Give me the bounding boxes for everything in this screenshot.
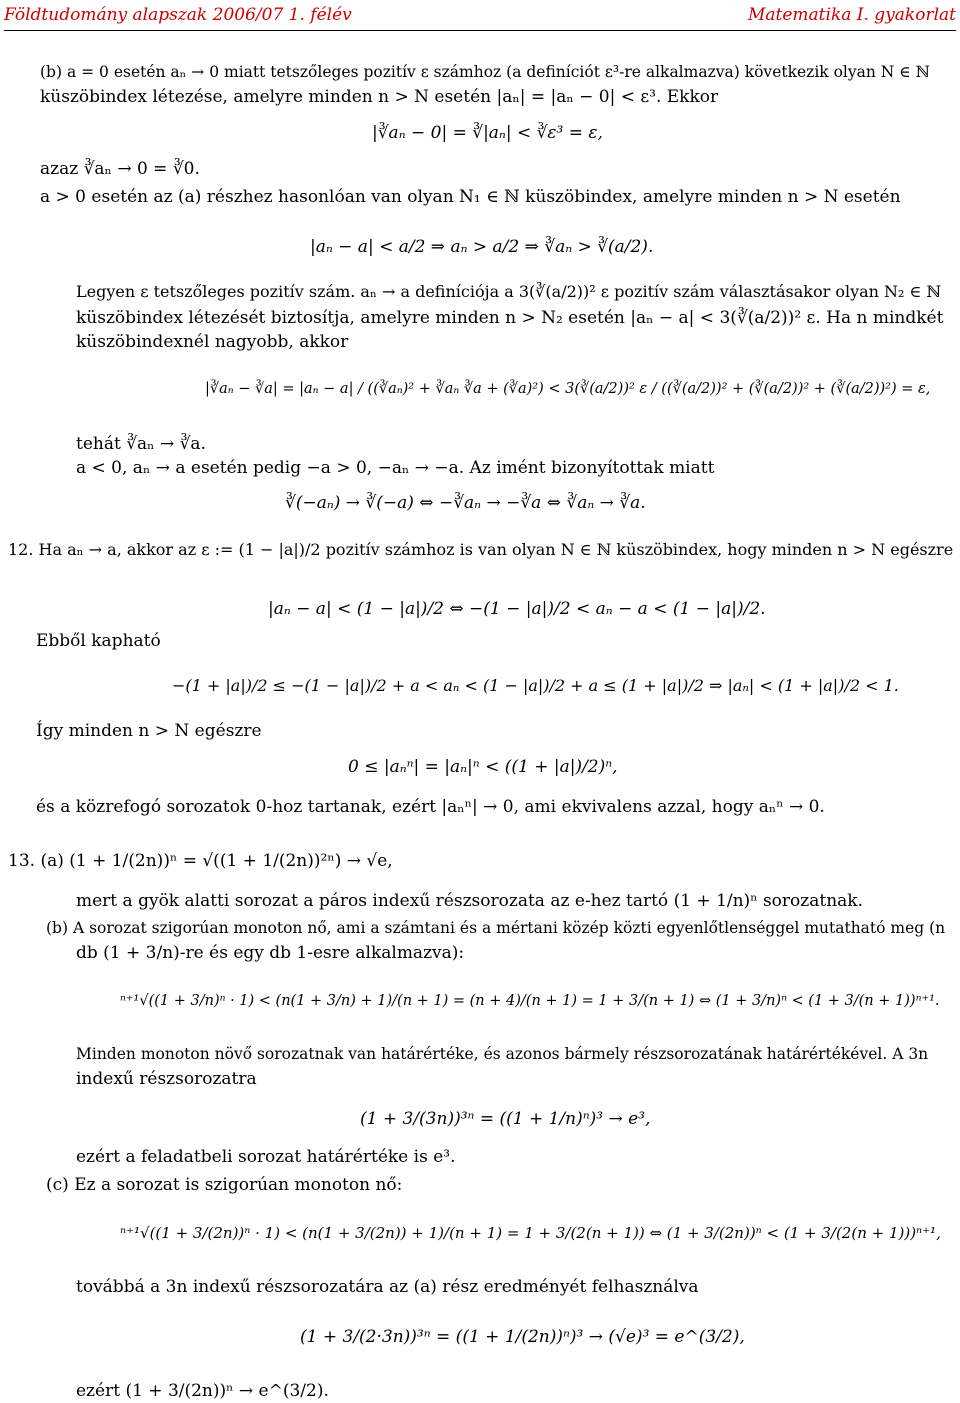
header-left: Földtudomány alapszak 2006/07 1. félév bbox=[4, 5, 352, 25]
equation: |∛aₙ − ∛a| = |aₙ − a| / ((∛aₙ)² + ∛aₙ ∛a + (∛a)²) < 3(∛(a/2))² ε / ((∛(a/2))² + (∛(a/2))² + (∛(a/2))²) = ε, bbox=[205, 381, 931, 397]
text-line: indexű részsorozatra bbox=[76, 1069, 257, 1089]
text-line: (b) A sorozat szigorúan monoton nő, ami a számtani és a mértani közép közti egyenlőtlenséggel mutatható meg (n bbox=[46, 919, 946, 937]
text-line: Legyen ε tetszőleges pozitív szám. aₙ → a definíciója a 3(∛(a/2))² ε pozitív szám választásakor olyan N₂ ∈ ℕ bbox=[76, 282, 942, 301]
equation: −(1 + |a|)/2 ≤ −(1 − |a|)/2 + a < aₙ < (1 − |a|)/2 + a ≤ (1 + |a|)/2 ⇒ |aₙ| < (1 + |a|)/2 < 1. bbox=[172, 676, 899, 695]
text-line: 13. (a) (1 + 1/(2n))ⁿ = √((1 + 1/(2n))²ⁿ) → √e, bbox=[8, 851, 393, 871]
header-right: Matematika I. gyakorlat bbox=[747, 5, 956, 25]
equation: ⁿ⁺¹√((1 + 3/n)ⁿ · 1) < (n(1 + 3/n) + 1)/(n + 1) = (n + 4)/(n + 1) = 1 + 3/(n + 1) ⇔ (1 + 3/n)ⁿ < (1 + 3/(n + 1))ⁿ⁺¹. bbox=[120, 993, 940, 1009]
text-line: (b) a = 0 esetén aₙ → 0 miatt tetszőleges pozitív ε számhoz (a definíciót ε³-re alkalmazva) következik olyan N ∈ ℕ bbox=[40, 63, 930, 81]
text-line: a > 0 esetén az (a) részhez hasonlóan van olyan N₁ ∈ ℕ küszöbindex, amelyre minden n > N esetén bbox=[40, 187, 901, 207]
text-line: mert a gyök alatti sorozat a páros indexű részsorozata az e-hez tartó (1 + 1/n)ⁿ sorozatnak. bbox=[76, 891, 863, 911]
equation: (1 + 3/(3n))³ⁿ = ((1 + 1/n)ⁿ)³ → e³, bbox=[360, 1109, 651, 1129]
text-line: küszöbindexnél nagyobb, akkor bbox=[76, 332, 349, 352]
equation: |aₙ − a| < (1 − |a|)/2 ⇔ −(1 − |a|)/2 < aₙ − a < (1 − |a|)/2. bbox=[268, 599, 766, 619]
page-header bbox=[4, 4, 956, 28]
equation: |∛aₙ − 0| = ∛|aₙ| < ∛ε³ = ε, bbox=[372, 123, 603, 143]
header-rule bbox=[4, 30, 956, 31]
text-line: a < 0, aₙ → a esetén pedig −a > 0, −aₙ → −a. Az imént bizonyítottak miatt bbox=[76, 458, 715, 478]
text-line: db (1 + 3/n)-re és egy db 1-esre alkalmazva): bbox=[76, 943, 465, 963]
text-line: 12. Ha aₙ → a, akkor az ε := (1 − |a|)/2 pozitív számhoz is van olyan N ∈ ℕ küszöbindex, hogy minden n > N egészre bbox=[8, 540, 954, 559]
equation: |aₙ − a| < a/2 ⇒ aₙ > a/2 ⇒ ∛aₙ > ∛(a/2). bbox=[310, 237, 654, 257]
text-line: Így minden n > N egészre bbox=[36, 721, 262, 741]
text-line: ezért a feladatbeli sorozat határértéke is e³. bbox=[76, 1147, 456, 1167]
equation: 0 ≤ |aₙⁿ| = |aₙ|ⁿ < ((1 + |a|)/2)ⁿ, bbox=[348, 757, 618, 777]
text-line: küszöbindex létezését biztosítja, amelyre minden n > N₂ esetén |aₙ − a| < 3(∛(a/2))² ε. Ha n mindkét bbox=[76, 308, 944, 328]
equation: (1 + 3/(2·3n))³ⁿ = ((1 + 1/(2n))ⁿ)³ → (√e)³ = e^(3/2), bbox=[300, 1327, 745, 1347]
text-line: továbbá a 3n indexű részsorozatára az (a) rész eredményét felhasználva bbox=[76, 1277, 699, 1297]
text-line: azaz ∛aₙ → 0 = ∛0. bbox=[40, 159, 200, 179]
equation: ∛(−aₙ) → ∛(−a) ⇔ −∛aₙ → −∛a ⇔ ∛aₙ → ∛a. bbox=[285, 493, 646, 513]
text-line: küszöbindex létezése, amelyre minden n > N esetén |aₙ| = |aₙ − 0| < ε³. Ekkor bbox=[40, 87, 719, 107]
text-line: ezért (1 + 3/(2n))ⁿ → e^(3/2). bbox=[76, 1381, 329, 1401]
text-line: Minden monoton növő sorozatnak van határértéke, és azonos bármely részsorozatának határértékével. A 3n bbox=[76, 1045, 929, 1063]
equation: ⁿ⁺¹√((1 + 3/(2n))ⁿ · 1) < (n(1 + 3/(2n)) + 1)/(n + 1) = 1 + 3/(2(n + 1)) ⇔ (1 + 3/(2n))ⁿ < (1 + 3/(2(n + 1)))ⁿ⁺¹, bbox=[120, 1224, 941, 1242]
text-line: és a közrefogó sorozatok 0-hoz tartanak, ezért |aₙⁿ| → 0, ami ekvivalens azzal, hogy aₙⁿ → 0. bbox=[36, 797, 825, 817]
text-line: Ebből kapható bbox=[36, 631, 161, 651]
text-line: (c) Ez a sorozat is szigorúan monoton nő: bbox=[46, 1175, 403, 1195]
text-line: tehát ∛aₙ → ∛a. bbox=[76, 434, 206, 454]
